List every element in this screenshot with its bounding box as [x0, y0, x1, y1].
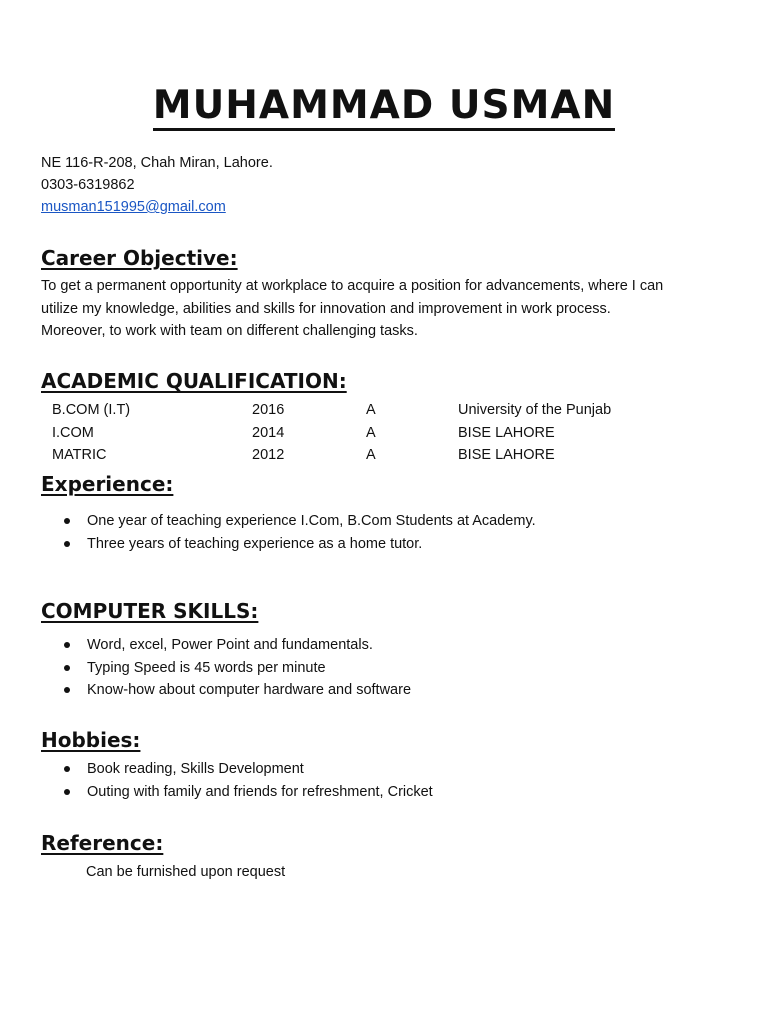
- year-cell: 2012: [252, 447, 285, 463]
- degree-cell: I.COM: [52, 424, 94, 441]
- academic-qualification-heading: ACADEMIC QUALIFICATION:: [41, 369, 347, 393]
- computer-skills-list: [41, 634, 411, 702]
- list-item: Know-how about computer hardware and software: [41, 679, 411, 702]
- list-item: One year of teaching experience I.Com, B.Com Students at Academy.: [41, 510, 536, 533]
- reference-text: Can be furnished upon request: [86, 864, 286, 880]
- list-item: Book reading, Skills Development: [41, 758, 433, 781]
- qualification-table: [52, 399, 698, 467]
- year-cell: 2016: [252, 402, 285, 418]
- table-row: [52, 444, 698, 467]
- grade-cell: A: [366, 402, 376, 418]
- list-item: Word, excel, Power Point and fundamentals.: [41, 634, 411, 657]
- experience-heading: Experience:: [41, 472, 174, 496]
- career-objective-text: [41, 275, 721, 343]
- objective-line: To get a permanent opportunity at workplace to acquire a position for advancements, where I can: [41, 278, 664, 294]
- experience-list: [41, 510, 536, 555]
- email-link[interactable]: musman151995@gmail.com: [41, 199, 226, 215]
- table-row: [52, 422, 698, 445]
- year-cell: 2014: [252, 424, 285, 441]
- grade-cell: A: [366, 447, 376, 463]
- phone-number: 0303-6319862: [41, 177, 135, 193]
- grade-cell: A: [366, 424, 376, 441]
- address: NE 116-R-208, Chah Miran, Lahore.: [41, 155, 273, 171]
- institute-cell: University of the Punjab: [458, 402, 612, 418]
- degree-cell: MATRIC: [52, 447, 107, 463]
- objective-line: utilize my knowledge, abilities and skills for innovation and improvement in work process.: [41, 300, 611, 317]
- reference-heading: Reference:: [41, 831, 164, 855]
- table-row: [52, 399, 698, 422]
- resume-name: [0, 82, 768, 130]
- contact-block: [41, 152, 273, 218]
- hobbies-list: [41, 758, 433, 803]
- degree-cell: B.COM (I.T): [52, 402, 131, 418]
- institute-cell: BISE LAHORE: [458, 447, 555, 463]
- list-item: Three years of teaching experience as a home tutor.: [41, 533, 536, 556]
- name-text: MUHAMMAD USMAN: [153, 83, 615, 131]
- computer-skills-heading: COMPUTER SKILLS:: [41, 599, 259, 623]
- list-item: Outing with family and friends for refreshment, Cricket: [41, 781, 433, 804]
- objective-line: Moreover, to work with team on different challenging tasks.: [41, 323, 418, 339]
- list-item: Typing Speed is 45 words per minute: [41, 657, 411, 680]
- hobbies-heading: Hobbies:: [41, 728, 141, 752]
- institute-cell: BISE LAHORE: [458, 424, 555, 441]
- career-objective-heading: Career Objective:: [41, 246, 238, 270]
